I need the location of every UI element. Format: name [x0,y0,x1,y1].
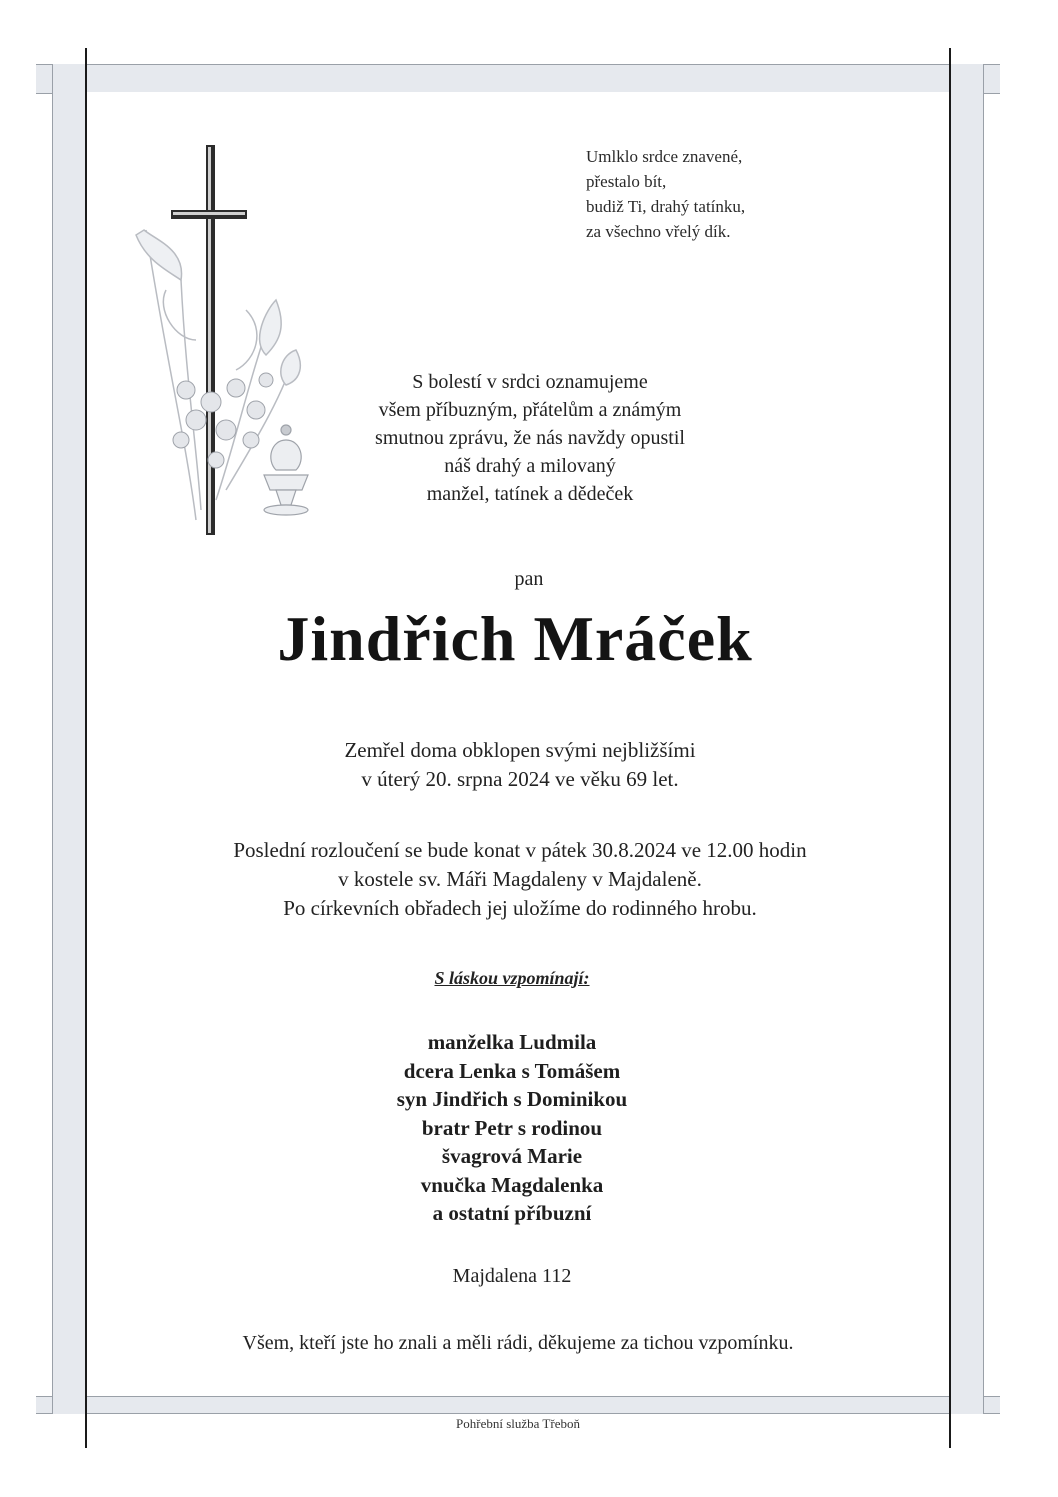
announcement-line: všem příbuzným, přátelům a známým [378,399,682,421]
death-info-line: Zemřel doma obklopen svými nejbližšími [344,738,696,762]
mourner-item: dcera Lenka s Tomášem [403,1058,621,1083]
funeral-service-footer: Pohřební služba Třeboň [456,1416,580,1431]
poem-line: přestalo bít, [586,172,667,191]
poem-verse [586,144,745,244]
frame-top-line-outer [36,64,1000,65]
poem-line: budiž Ti, drahý tatínku, [586,197,746,216]
cross-with-lilies-and-lamp-icon [126,140,326,540]
address: Majdalena 112 [452,1265,572,1287]
mourners-heading: S láskou vzpomínají: [434,968,590,988]
frame-bottom-band [36,1396,1000,1414]
mourner-item: syn Jindřich s Dominikou [396,1087,628,1111]
mourners-list [0,1028,1024,1228]
announcement-text [300,368,760,508]
mourner-item: švagrová Marie [441,1144,583,1168]
poem-line: Umlklo srdce znavené, [586,147,743,166]
mourner-item: a ostatní příbuzní [432,1201,592,1225]
death-info [0,736,1040,794]
funeral-info-line: v kostele sv. Máři Magdaleny v Majdaleně. [338,867,702,891]
frame-bottom-line-inner [36,1413,1000,1414]
funeral-info [0,836,1040,923]
title-prefix: pan [514,568,544,590]
announcement-line: S bolestí v srdci oznamujeme [412,371,648,393]
frame-top-band [36,64,1000,94]
mourner-item: manželka Ludmila [427,1030,597,1054]
cross-icon [171,145,247,535]
poem-line: za všechno vřelý dík. [586,222,731,241]
mourner-item: bratr Petr s rodinou [421,1115,603,1140]
announcement-line: náš drahý a milovaný [444,455,616,477]
frame-bottom-line-outer [36,1396,1000,1397]
thanks-message: Všem, kteří jste ho znali a měli rádi, děkujeme za tichou vzpomínku. [242,1332,794,1354]
death-info-line: v úterý 20. srpna 2024 ve věku 69 let. [361,767,679,791]
funeral-info-line: Poslední rozloučení se bude konat v pátek 30.8.2024 ve 12.00 hodin [233,838,807,862]
deceased-name: Jindřich Mráček [277,603,753,674]
flower-bouquet-icon [173,373,273,468]
mourner-item: vnučka Magdalenka [420,1172,604,1197]
announcement-line: smutnou zprávu, že nás navždy opustil [375,427,685,449]
funeral-info-line: Po církevních obřadech jej uložíme do rodinného hrobu. [283,896,757,920]
announcement-line: manžel, tatínek a dědeček [426,483,634,505]
